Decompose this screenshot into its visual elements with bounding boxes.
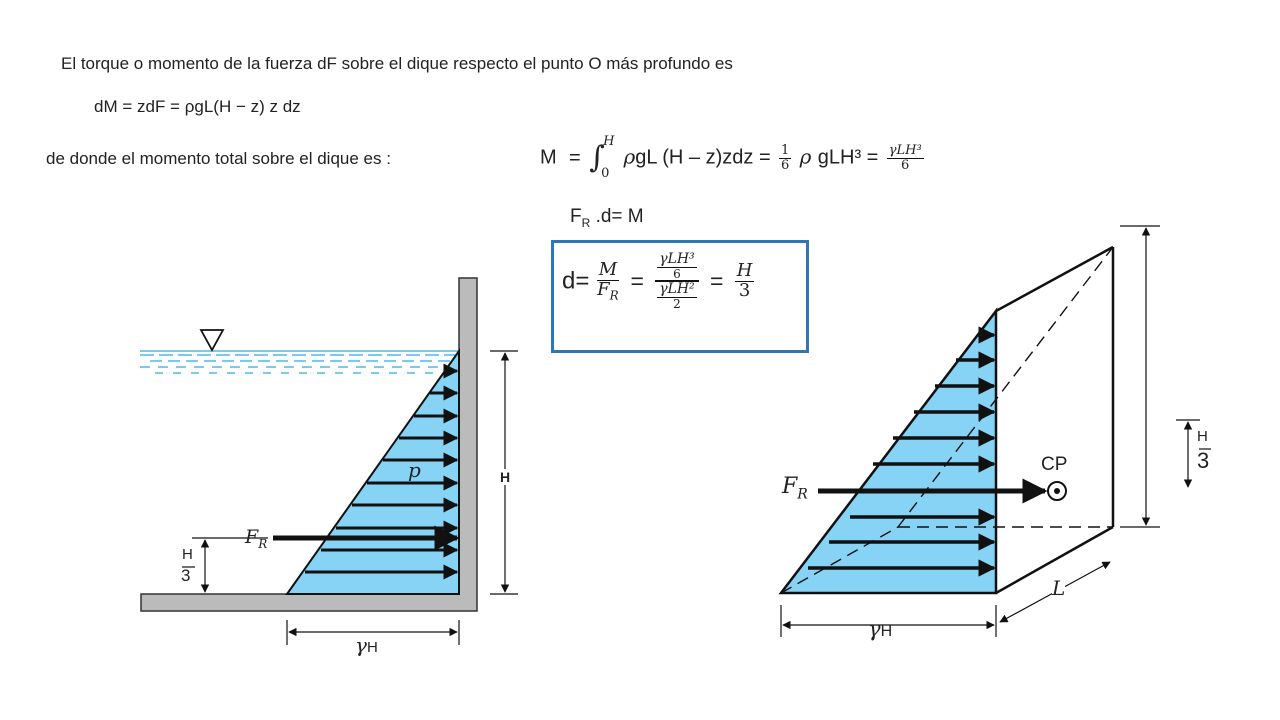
right-H-dimension — [1120, 226, 1160, 527]
eq-equals: = — [569, 146, 581, 169]
frac-H-3: $\frac{H}{3}$ — [736, 259, 753, 301]
intro-text: El torque o momento de la fuerza dF sobre el dique respecto el punto O más profundo es — [61, 54, 733, 73]
pressure-triangle — [287, 351, 459, 594]
right-FR-label: $F_R$ — [782, 474, 808, 503]
int-upper: H — [603, 134, 615, 149]
eq-rho-2: ρ — [799, 144, 812, 169]
frac-one-sixth: $\frac{1}{6}$ — [780, 142, 790, 173]
eq-gLH3: gLH³ = — [817, 146, 879, 169]
d-equation: d= $\frac{M}{F_R}$ = $\frac{\frac{\text{γLH³}}{6}}{\frac{\text{γLH²}}{2}}$ = $\frac{H}{3}$ — [562, 251, 753, 311]
eq-rho: ρ — [623, 144, 636, 169]
free-surface-symbol — [201, 330, 223, 350]
integral-sign: ∫ H 0 — [589, 134, 615, 181]
int-lower: 0 — [601, 166, 610, 181]
left-H3-3: 3 — [181, 566, 191, 585]
frac-compound: $\frac{\frac{\text{γLH³}}{6}}{\frac{\text{γLH²}}{2}}$ — [655, 252, 699, 311]
force-distance-equation: $F_R$ .d= M — [570, 206, 644, 230]
prism-outline — [996, 247, 1113, 593]
right-gammaH-label: γH — [868, 617, 893, 641]
left-H3-H: H — [182, 546, 193, 563]
frac-gamma-lh3-6: $\frac{\text{γLH³}}{6}$ — [888, 142, 922, 173]
left-gammaH-label: γH — [355, 633, 378, 657]
left-dam-diagram — [140, 278, 518, 645]
center-of-pressure-icon — [1048, 482, 1066, 500]
right-H3-H: H — [1197, 428, 1208, 445]
prism-front-face — [781, 311, 996, 593]
total-moment-text: de donde el momento total sobre el dique es : — [46, 149, 391, 168]
right-L-label: L — [1052, 576, 1066, 600]
right-dam-diagram — [781, 226, 1211, 637]
water-surface — [140, 351, 458, 373]
left-FR-label: $F_R$ — [245, 526, 268, 551]
frac-M-FR: $\frac{M}{F_R}$ — [597, 258, 619, 303]
right-H3-3: 3 — [1197, 448, 1210, 473]
eq-M: M — [540, 146, 557, 169]
left-pressure-label: p — [408, 458, 421, 482]
left-H-label: H — [500, 469, 511, 485]
eq-body: gL (H – z)zdz = — [635, 146, 771, 169]
moment-differential: dM = zdF = ρgL(H − z) z dz — [94, 97, 301, 116]
center-of-pressure-label: CP — [1041, 454, 1068, 475]
